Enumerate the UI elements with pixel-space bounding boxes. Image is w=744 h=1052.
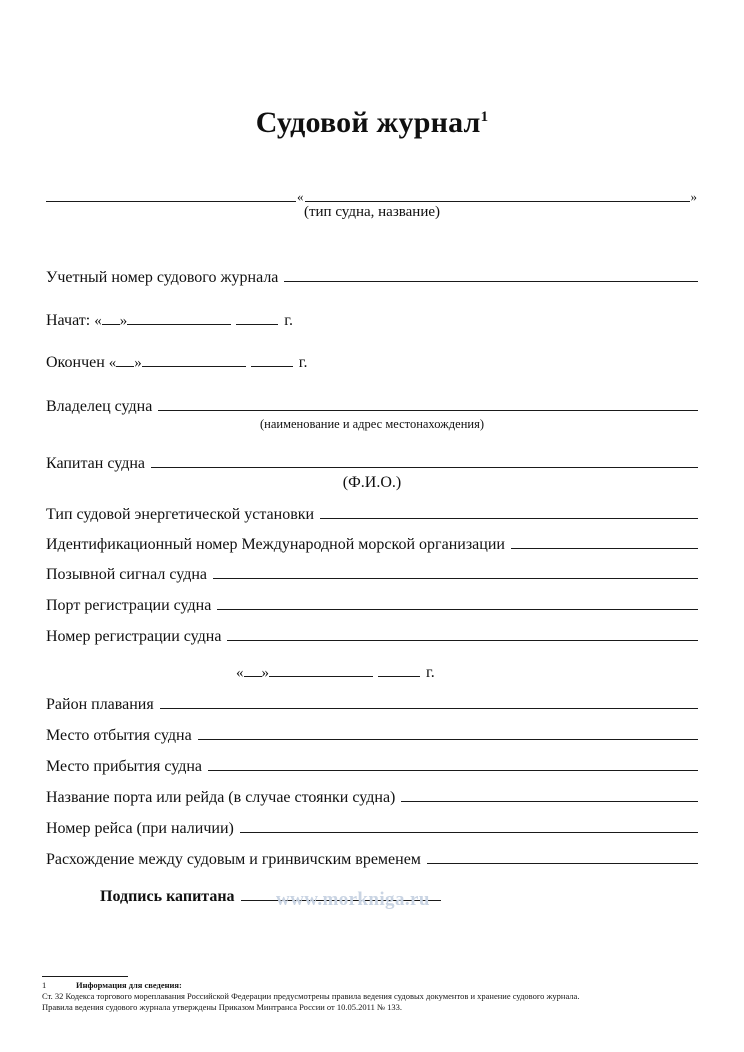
registration-date-year-input[interactable] xyxy=(378,665,420,677)
page-title-text: Судовой журнал xyxy=(255,106,481,139)
field-power-plant-type xyxy=(46,506,698,524)
registration-date-open-quote: « xyxy=(236,665,244,681)
field-navigation-area-input[interactable] xyxy=(160,696,698,709)
field-owner-caption: (наименование и адрес местонахождения) xyxy=(260,417,484,431)
started-day-input[interactable] xyxy=(102,313,120,325)
field-voyage-number xyxy=(46,820,698,838)
field-port-of-registry-label: Порт регистрации судна xyxy=(46,597,212,614)
field-departure-place-label: Место отбытия судна xyxy=(46,727,192,744)
field-time-difference-label: Расхождение между судовым и гринвичским временем xyxy=(46,851,421,868)
field-registry-number xyxy=(46,269,698,287)
field-port-of-registry-input[interactable] xyxy=(217,597,698,610)
footnote-divider xyxy=(42,976,128,977)
field-registration-date xyxy=(236,664,435,682)
field-power-plant-type-label: Тип судовой энергетической установки xyxy=(46,506,315,523)
field-arrival-place-label: Место прибытия судна xyxy=(46,758,203,775)
field-owner-input[interactable] xyxy=(158,398,698,411)
field-port-of-registry xyxy=(46,597,698,615)
field-imo-number-label: Идентификационный номер Международной морской организации xyxy=(46,536,505,553)
field-port-or-roadstead-input[interactable] xyxy=(401,789,698,802)
finished-year-suffix: г. xyxy=(298,354,308,371)
footnote-line-1: Ст. 32 Кодекса торгового мореплавания Российской Федерации предусмотрены правила ведения судовых документов и хранение судового журнала. xyxy=(42,991,580,1002)
captain-signature xyxy=(100,888,441,906)
field-registration-number-label: Номер регистрации судна xyxy=(46,628,222,645)
field-arrival-place-input[interactable] xyxy=(208,758,698,771)
registration-date-close-quote: » xyxy=(261,665,269,681)
field-call-sign-label: Позывной сигнал судна xyxy=(46,566,208,583)
field-port-or-roadstead xyxy=(46,789,698,807)
field-power-plant-type-input[interactable] xyxy=(320,506,698,519)
field-time-difference xyxy=(46,851,698,869)
field-navigation-area-label: Район плавания xyxy=(46,696,154,713)
field-voyage-number-input[interactable] xyxy=(240,820,698,833)
footnote xyxy=(42,980,704,1014)
close-quote: » xyxy=(690,189,697,204)
registration-date-year-suffix: г. xyxy=(426,664,435,681)
field-finished xyxy=(46,354,308,372)
registration-date-month-input[interactable] xyxy=(269,665,373,677)
field-started-label: Начат: xyxy=(46,312,91,329)
field-call-sign xyxy=(46,566,698,584)
field-registration-number-input[interactable] xyxy=(227,628,698,641)
field-port-or-roadstead-label: Название порта или рейда (в случае стоянки судна) xyxy=(46,789,396,806)
started-year-input[interactable] xyxy=(236,313,278,325)
field-owner xyxy=(46,398,698,416)
site-watermark: www.morkniga.ru xyxy=(276,889,430,910)
ship-type-blank[interactable] xyxy=(46,188,296,202)
finished-close-quote: » xyxy=(134,355,142,371)
started-year-suffix: г. xyxy=(284,312,293,329)
field-registration-number xyxy=(46,628,698,646)
footnote-heading xyxy=(42,980,704,991)
field-captain-input[interactable] xyxy=(151,455,698,468)
started-close-quote: » xyxy=(119,313,128,329)
finished-open-quote: « xyxy=(108,355,117,371)
ship-name-line xyxy=(46,188,698,202)
ship-name-caption: (тип судна, название) xyxy=(303,204,441,220)
footnote-line-2: Правила ведения судового журнала утверждены Приказом Минтранса России от 10.05.2011 № 133. xyxy=(42,1002,403,1013)
field-finished-label: Окончен xyxy=(46,354,105,371)
finished-month-input[interactable] xyxy=(142,355,246,367)
started-month-input[interactable] xyxy=(127,313,231,325)
field-imo-number xyxy=(46,536,698,554)
field-started xyxy=(46,312,293,330)
page-title xyxy=(46,106,698,139)
captain-signature-label: Подпись капитана xyxy=(100,888,235,905)
field-voyage-number-label: Номер рейса (при наличии) xyxy=(46,820,234,837)
field-navigation-area xyxy=(46,696,698,714)
field-registry-number-label: Учетный номер судового журнала xyxy=(46,269,279,286)
field-arrival-place xyxy=(46,758,698,776)
finished-year-input[interactable] xyxy=(251,355,293,367)
field-departure-place-input[interactable] xyxy=(198,727,698,740)
field-captain-label: Капитан судна xyxy=(46,455,146,472)
footnote-number: 1 xyxy=(42,980,47,990)
field-call-sign-input[interactable] xyxy=(213,566,698,579)
field-time-difference-input[interactable] xyxy=(427,851,698,864)
field-departure-place xyxy=(46,727,698,745)
footnote-title: Информация для сведения: xyxy=(76,980,182,990)
field-owner-label: Владелец судна xyxy=(46,398,153,415)
finished-day-input[interactable] xyxy=(116,355,134,367)
field-registry-number-input[interactable] xyxy=(284,269,698,282)
registration-date-day-input[interactable] xyxy=(244,665,262,677)
ship-name-blank[interactable] xyxy=(305,188,690,202)
started-open-quote: « xyxy=(94,313,102,329)
field-imo-number-input[interactable] xyxy=(511,536,698,549)
field-captain-caption: (Ф.И.О.) xyxy=(342,474,402,491)
open-quote: « xyxy=(297,189,304,204)
captain-signature-input[interactable] xyxy=(241,888,441,901)
title-footnote-marker: 1 xyxy=(480,109,489,125)
field-captain xyxy=(46,455,698,473)
